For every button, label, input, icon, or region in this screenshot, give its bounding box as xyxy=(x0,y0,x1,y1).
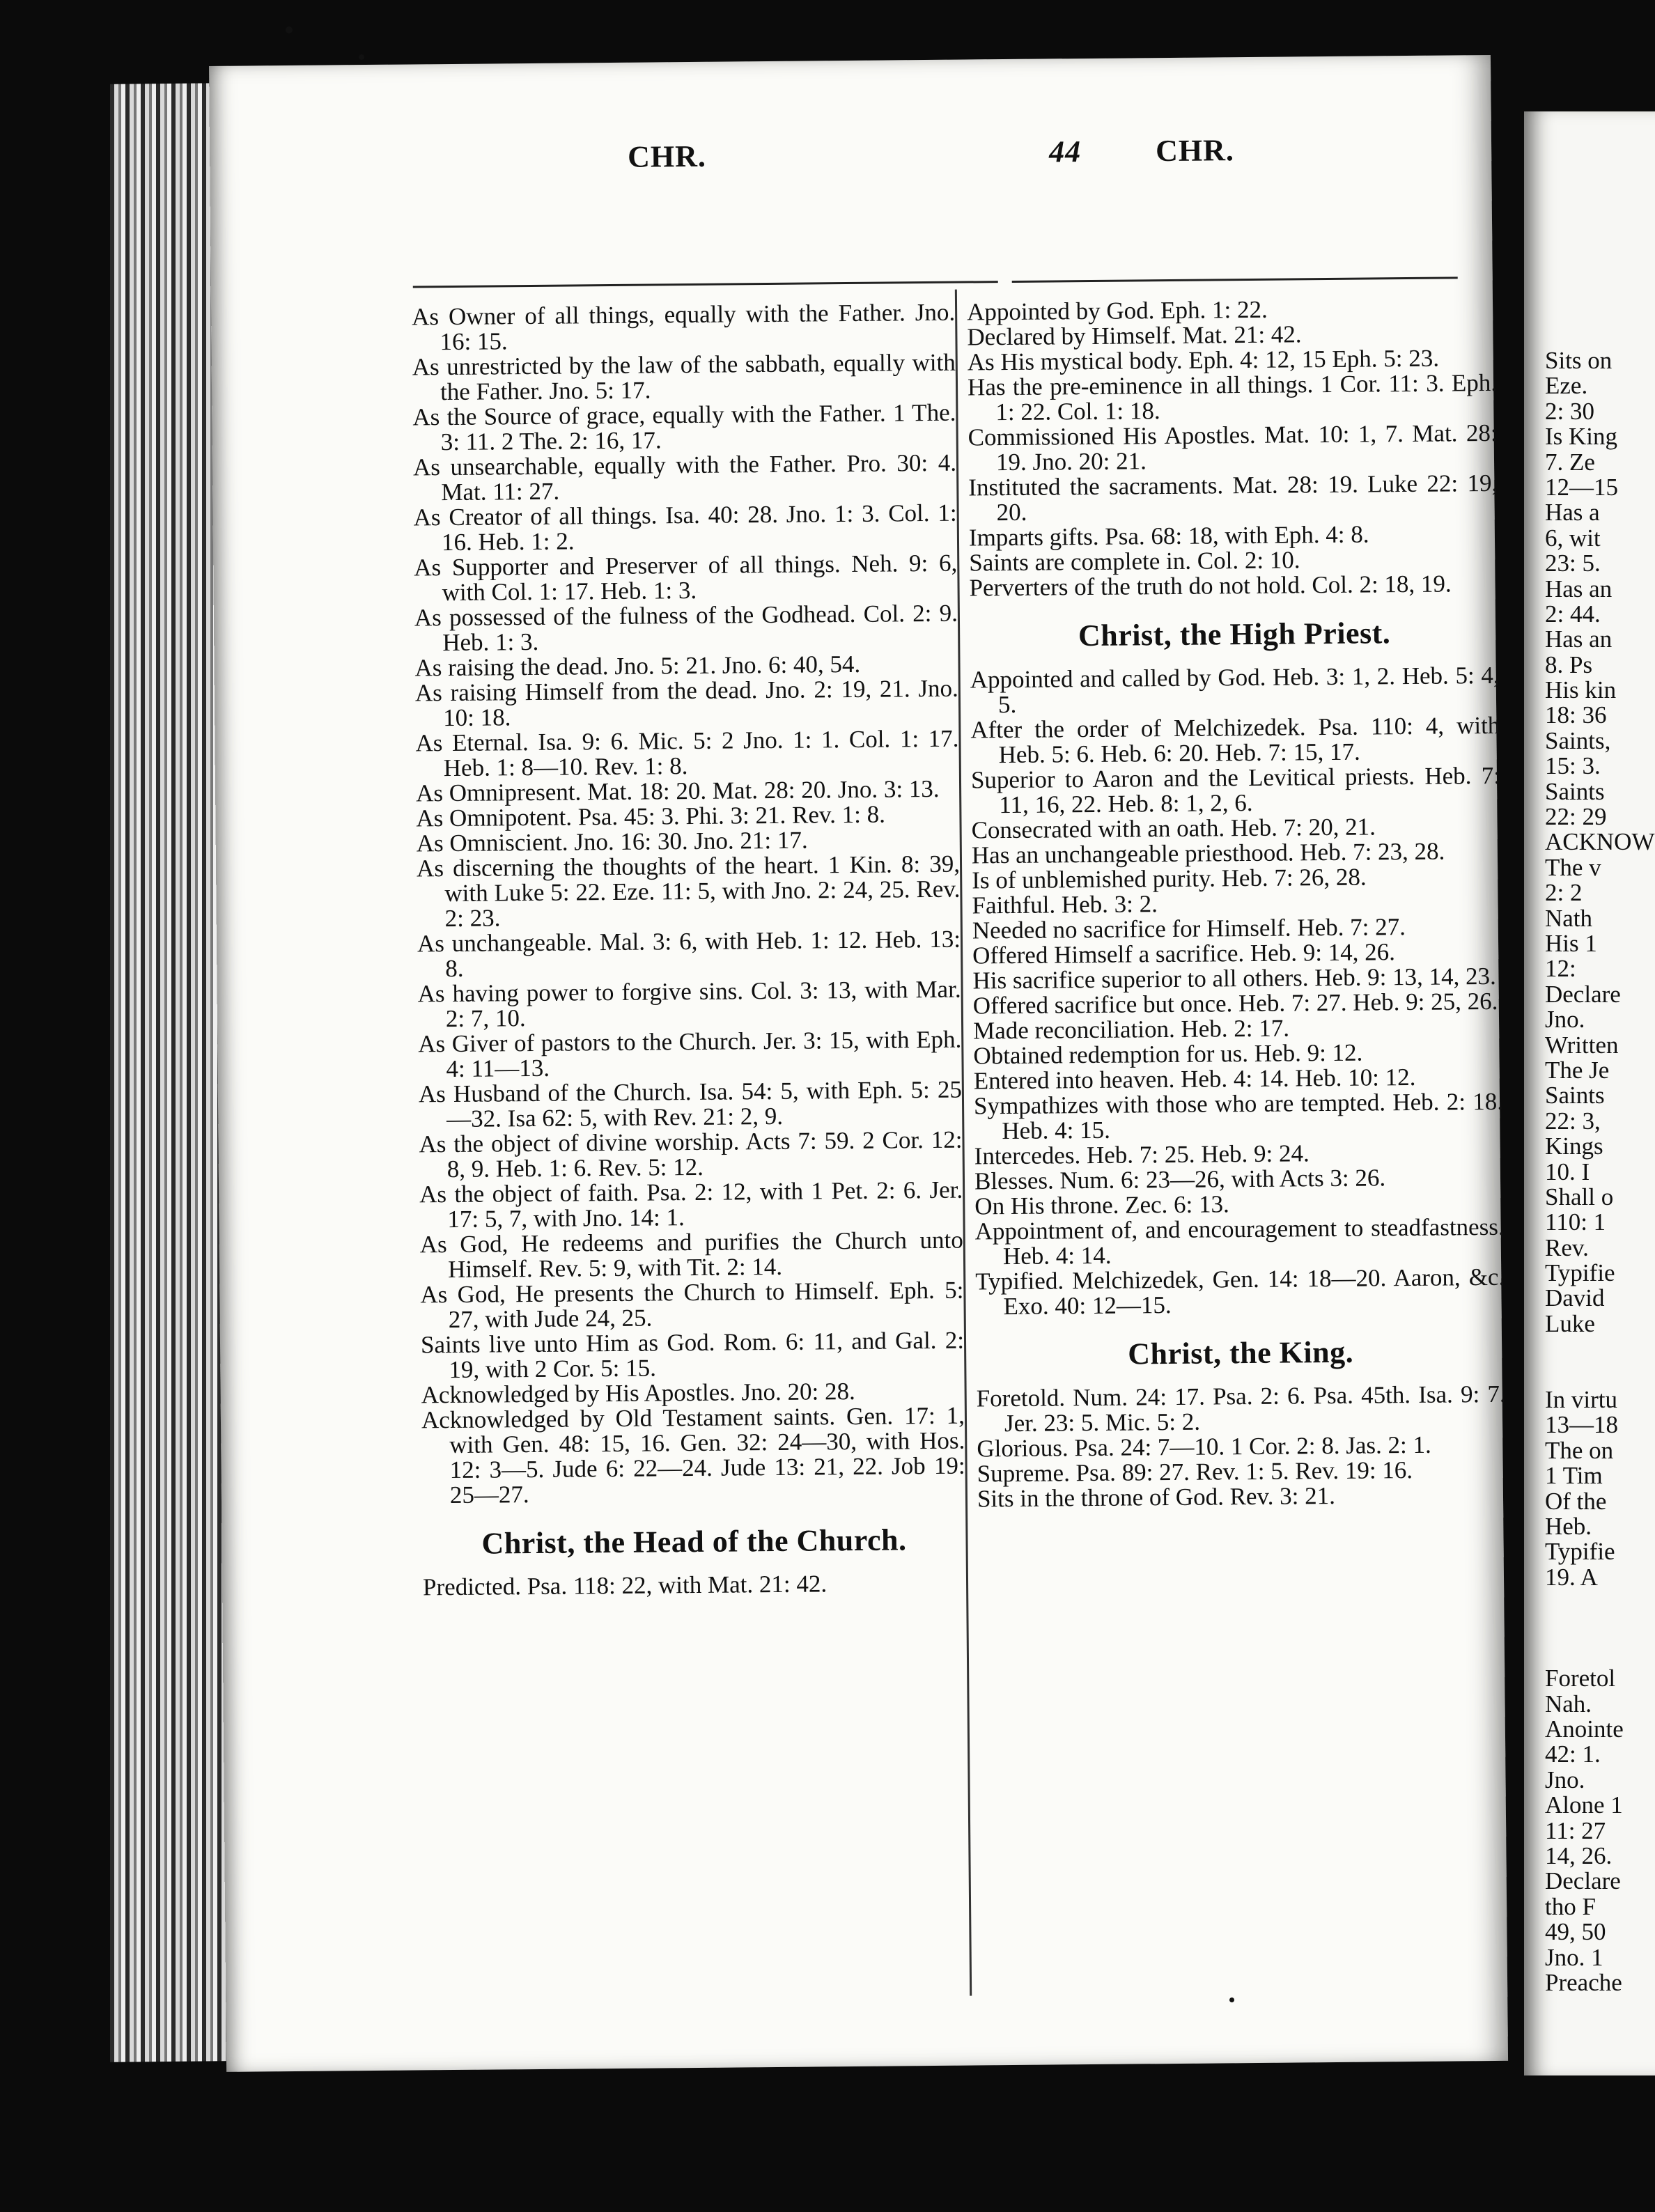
dust-speck xyxy=(286,26,293,33)
index-entry: Faithful. Heb. 3: 2. xyxy=(972,890,1158,919)
index-entry: As the object of faith. Psa. 2: 12, with 1 Pet. 2: 6. Jer. 17: 5, 7, with Jno. 14: 1. xyxy=(419,1176,963,1233)
section-heading: Christ, the High Priest. xyxy=(1078,616,1391,653)
facing-page-line: 42: 1. xyxy=(1545,1740,1601,1768)
index-entry: As possessed of the fulness of the Godhead. Col. 2: 9. Heb. 1: 3. xyxy=(414,599,958,657)
facing-page-line: 18: 36 xyxy=(1545,701,1607,729)
index-entry: Appointment of, and encouragement to steadfastness. Heb. 4: 14. xyxy=(974,1213,1505,1270)
index-entry: Predicted. Psa. 118: 22, with Mat. 21: 42. xyxy=(422,1570,828,1601)
index-entry: Offered Himself a sacrifice. Heb. 9: 14, 26. xyxy=(972,938,1396,969)
facing-page-line: David xyxy=(1545,1284,1605,1312)
header-rule-right xyxy=(1012,276,1458,283)
index-entry: Appointed by God. Eph. 1: 22. xyxy=(966,295,1268,326)
index-entry: Has an unchangeable priesthood. Heb. 7: 23, 28. xyxy=(971,837,1445,869)
header-rule-left xyxy=(413,281,998,288)
facing-page-fragment xyxy=(1524,111,1655,2075)
section-heading: Christ, the King. xyxy=(1128,1334,1354,1371)
facing-page-line xyxy=(1545,1641,1654,1666)
facing-page-line: 22: 3, xyxy=(1545,1107,1601,1135)
index-entry: Needed no sacrifice for Himself. Heb. 7: 27. xyxy=(972,913,1406,944)
facing-page-line: 110: 1 xyxy=(1545,1208,1606,1236)
index-entry: Sits in the throne of God. Rev. 3: 21. xyxy=(977,1481,1336,1513)
index-entry: As discerning the thoughts of the heart. 1 Kin. 8: 39, with Luke 5: 22. Eze. 11: 5, with Jno. 2: 24, 25. Rev. 2: 23. xyxy=(416,850,961,933)
facing-page-line: Luke xyxy=(1545,1309,1595,1337)
running-header-right: CHR. xyxy=(1155,133,1235,169)
facing-page-line: Declare xyxy=(1545,1867,1621,1895)
facing-page-text xyxy=(1545,348,1654,1995)
facing-page-line: 2: 30 xyxy=(1545,397,1594,425)
index-entry: Appointed and called by God. Heb. 3: 1, 2. Heb. 5: 4, 5. xyxy=(970,661,1500,719)
index-entry: As Omnipresent. Mat. 18: 20. Mat. 28: 20. Jno. 3: 13. xyxy=(415,774,940,807)
index-entry: Saints are complete in. Col. 2: 10. xyxy=(969,546,1300,577)
facing-page-line: Has an xyxy=(1545,575,1613,602)
facing-page-line: Saints xyxy=(1545,777,1605,805)
facing-page-line: 19. A xyxy=(1545,1563,1598,1591)
facing-page-line: 2: 2 xyxy=(1545,879,1583,907)
facing-page-line: Saints xyxy=(1545,1082,1605,1109)
facing-page-line: 12—15 xyxy=(1545,473,1618,501)
index-entry: Made reconciliation. Heb. 2: 17. xyxy=(972,1014,1290,1045)
facing-page-line: Written xyxy=(1545,1031,1619,1059)
facing-page-line: Sits on xyxy=(1545,347,1613,374)
index-entry: Consecrated with an oath. Heb. 7: 20, 21. xyxy=(971,813,1376,844)
index-entry: As Omnipotent. Psa. 45: 3. Phi. 3: 21. Rev. 1: 8. xyxy=(416,800,886,832)
facing-page-line: 1 Tim xyxy=(1545,1462,1603,1490)
index-entry: Commissioned His Apostles. Mat. 10: 1, 7. Mat. 28: 19. Jno. 20: 21. xyxy=(968,419,1498,476)
index-entry: As unrestricted by the law of the sabbath, equally with the Father. Jno. 5: 17. xyxy=(412,348,956,406)
index-entry: As having power to forgive sins. Col. 3: 13, with Mar. 2: 7, 10. xyxy=(417,975,961,1033)
dust-speck xyxy=(1229,1997,1234,2002)
facing-page-line: 12: xyxy=(1545,955,1576,983)
facing-page-line xyxy=(1545,1590,1654,1615)
facing-page-line: 49, 50 xyxy=(1545,1918,1606,1946)
facing-page-line xyxy=(1545,1337,1654,1362)
facing-page-line: The on xyxy=(1545,1436,1614,1464)
index-entry: Acknowledged by Old Testament saints. Gen. 17: 1, with Gen. 48: 15, 16. Gen. 32: 24—30, with Hos. 12: 3—5. Jude 6: 22—24. Jude 13: 21, 22. Job 19: 25—27. xyxy=(421,1401,965,1509)
facing-page-line: 2: 44. xyxy=(1545,600,1601,628)
index-entry: On His throne. Zec. 6: 13. xyxy=(974,1190,1229,1220)
index-entry: His sacrifice superior to all others. Heb. 9: 13, 14, 23. xyxy=(972,962,1497,995)
index-entry: As the Source of grace, equally with the Father. 1 The. 3: 11. 2 The. 2: 16, 17. xyxy=(412,398,956,456)
facing-page-line: Rev. xyxy=(1545,1233,1589,1261)
index-entry: As raising the dead. Jno. 5: 21. Jno. 6: 40, 54. xyxy=(414,650,861,682)
section-heading: Christ, the Head of the Church. xyxy=(481,1522,907,1561)
book-page xyxy=(209,55,1508,2072)
index-entry: Sympathizes with those who are tempted. Heb. 2: 18. Heb. 4: 15. xyxy=(973,1087,1504,1145)
facing-page-line: Typifie xyxy=(1545,1538,1615,1566)
index-entry: As Giver of pastors to the Church. Jer. 3: 15, with Eph. 4: 11—13. xyxy=(418,1025,962,1083)
facing-page-line: 22: 29 xyxy=(1545,803,1607,831)
right-column xyxy=(967,295,1507,1512)
index-entry: Intercedes. Heb. 7: 25. Heb. 9: 24. xyxy=(974,1139,1310,1170)
facing-page-line: tho F xyxy=(1545,1892,1596,1920)
facing-page-line: The v xyxy=(1545,853,1601,881)
facing-page-line: 13—18 xyxy=(1545,1411,1618,1439)
facing-page-line: 7. Ze xyxy=(1545,448,1595,476)
facing-page-line: 15: 3. xyxy=(1545,752,1601,780)
index-entry: After the order of Melchizedek. Psa. 110: 4, with Heb. 5: 6. Heb. 6: 20. Heb. 7: 15, 17. xyxy=(970,711,1500,769)
facing-page-line: Jno. xyxy=(1545,1006,1585,1034)
facing-page-line: Heb. xyxy=(1545,1512,1592,1540)
dust-speck xyxy=(359,54,364,60)
facing-page-line: His kin xyxy=(1545,676,1617,704)
index-entry: Acknowledged by His Apostles. Jno. 20: 28. xyxy=(421,1377,855,1409)
index-entry: Foretold. Num. 24: 17. Psa. 2: 6. Psa. 45th. Isa. 9: 7. Jer. 23: 5. Mic. 5: 2. xyxy=(976,1380,1506,1438)
index-entry: As unchangeable. Mal. 3: 6, with Heb. 1: 12. Heb. 13: 8. xyxy=(417,925,961,983)
page-number: 44 xyxy=(1048,134,1082,169)
facing-page-line: Declare xyxy=(1545,980,1621,1008)
facing-page-line: Foretol xyxy=(1545,1665,1616,1692)
index-entry: Superior to Aaron and the Levitical priests. Heb. 7: 11, 16, 22. Heb. 8: 1, 2, 6. xyxy=(970,761,1501,819)
index-entry: Glorious. Psa. 24: 7—10. 1 Cor. 2: 8. Jas. 2: 1. xyxy=(977,1431,1431,1463)
facing-page-line: Kings xyxy=(1545,1132,1603,1160)
facing-page-line: 23: 5. xyxy=(1545,550,1601,577)
index-entry: As Husband of the Church. Isa. 54: 5, with Eph. 5: 25—32. Isa 62: 5, with Rev. 21: 2, 9. xyxy=(418,1075,963,1133)
index-entry: Instituted the sacraments. Mat. 28: 19. Luke 22: 19, 20. xyxy=(968,469,1498,527)
facing-page-line: Alone 1 xyxy=(1545,1791,1623,1819)
facing-page-line: 11: 27 xyxy=(1545,1816,1606,1844)
index-entry: As unsearchable, equally with the Father. Pro. 30: 4. Mat. 11: 27. xyxy=(412,449,957,506)
index-entry: Perverters of the truth do not hold. Col. 2: 18, 19. xyxy=(969,570,1452,602)
facing-page-line: 6, wit xyxy=(1545,524,1601,552)
facing-page-line: 8. Ps xyxy=(1545,651,1593,678)
facing-page-line xyxy=(1545,1362,1654,1387)
index-entry: Supreme. Psa. 89: 27. Rev. 1: 5. Rev. 19: 16. xyxy=(977,1456,1413,1488)
left-column xyxy=(412,300,966,1600)
index-entry: Saints live unto Him as God. Rom. 6: 11, and Gal. 2: 19, with 2 Cor. 5: 15. xyxy=(420,1326,965,1384)
facing-page-line: Saints, xyxy=(1545,726,1611,754)
facing-page-line: ACKNOW xyxy=(1545,828,1655,856)
running-header-left: CHR. xyxy=(627,139,707,174)
facing-page-line: Typifie xyxy=(1545,1259,1615,1287)
facing-page-line: Shall o xyxy=(1545,1183,1614,1210)
index-entry: As Eternal. Isa. 9: 6. Mic. 5: 2 Jno. 1: 1. Col. 1: 17. Heb. 1: 8—10. Rev. 1: 8. xyxy=(415,724,959,782)
facing-page-line: In virtu xyxy=(1545,1386,1618,1414)
facing-page-line: The Je xyxy=(1545,1056,1610,1084)
index-entry: Typified. Melchizedek, Gen. 14: 18—20. Aaron, &c. Exo. 40: 12—15. xyxy=(975,1263,1505,1321)
index-entry: Declared by Himself. Mat. 21: 42. xyxy=(967,320,1302,351)
facing-page-line: Is King xyxy=(1545,423,1618,451)
index-entry: As His mystical body. Eph. 4: 12, 15 Eph. 5: 23. xyxy=(967,344,1440,376)
index-entry: Blesses. Num. 6: 23—26, with Acts 3: 26. xyxy=(974,1164,1386,1195)
facing-page-line: 14, 26. xyxy=(1545,1842,1613,1870)
index-entry: As God, He redeems and purifies the Church unto Himself. Rev. 5: 9, with Tit. 2: 14. xyxy=(419,1226,963,1284)
facing-page-line xyxy=(1545,1616,1654,1641)
index-entry: Offered sacrifice but once. Heb. 7: 27. Heb. 9: 25, 26. xyxy=(972,987,1498,1020)
index-entry: Entered into heaven. Heb. 4: 14. Heb. 10: 12. xyxy=(973,1063,1416,1095)
facing-page-line: Has an xyxy=(1545,625,1613,653)
index-entry: Is of unblemished purity. Heb. 7: 26, 28. xyxy=(972,863,1367,894)
index-entry: As Creator of all things. Isa. 40: 28. Jno. 1: 3. Col. 1: 16. Heb. 1: 2. xyxy=(413,499,957,556)
index-entry: As Omniscient. Jno. 16: 30. Jno. 21: 17. xyxy=(416,826,808,857)
facing-page-line: Has a xyxy=(1545,499,1600,527)
index-entry: Imparts gifts. Psa. 68: 18, with Eph. 4: 8. xyxy=(968,520,1369,552)
facing-page-line: Of the xyxy=(1545,1487,1607,1515)
index-entry: As Supporter and Preserver of all things. Neh. 9: 6, with Col. 1: 17. Heb. 1: 3. xyxy=(414,549,958,607)
facing-page-line: Jno. xyxy=(1545,1766,1585,1793)
facing-page-line: His 1 xyxy=(1545,929,1597,957)
index-entry: As raising Himself from the dead. Jno. 2: 19, 21. Jno. 10: 18. xyxy=(414,674,959,732)
facing-page-line: Nath xyxy=(1545,904,1593,932)
facing-page-line: Eze. xyxy=(1545,372,1588,400)
index-entry: As Owner of all things, equally with the Father. Jno. 16: 15. xyxy=(411,298,956,356)
index-entry: Obtained redemption for us. Heb. 9: 12. xyxy=(973,1038,1363,1070)
facing-page-line: Nah. xyxy=(1545,1690,1592,1718)
index-entry: As the object of divine worship. Acts 7: 59. 2 Cor. 12: 8, 9. Heb. 1: 6. Rev. 5: 12. xyxy=(419,1126,963,1183)
index-entry: Has the pre-eminence in all things. 1 Cor. 11: 3. Eph. 1: 22. Col. 1: 18. xyxy=(967,368,1498,426)
facing-page-line: Anointe xyxy=(1545,1715,1624,1743)
facing-page-line: Jno. 1 xyxy=(1545,1943,1603,1971)
index-entry: As God, He presents the Church to Himself. Eph. 5: 27, with Jude 24, 25. xyxy=(420,1276,964,1334)
facing-page-line: Preache xyxy=(1545,1969,1622,1996)
facing-page-line: 10. I xyxy=(1545,1158,1590,1185)
